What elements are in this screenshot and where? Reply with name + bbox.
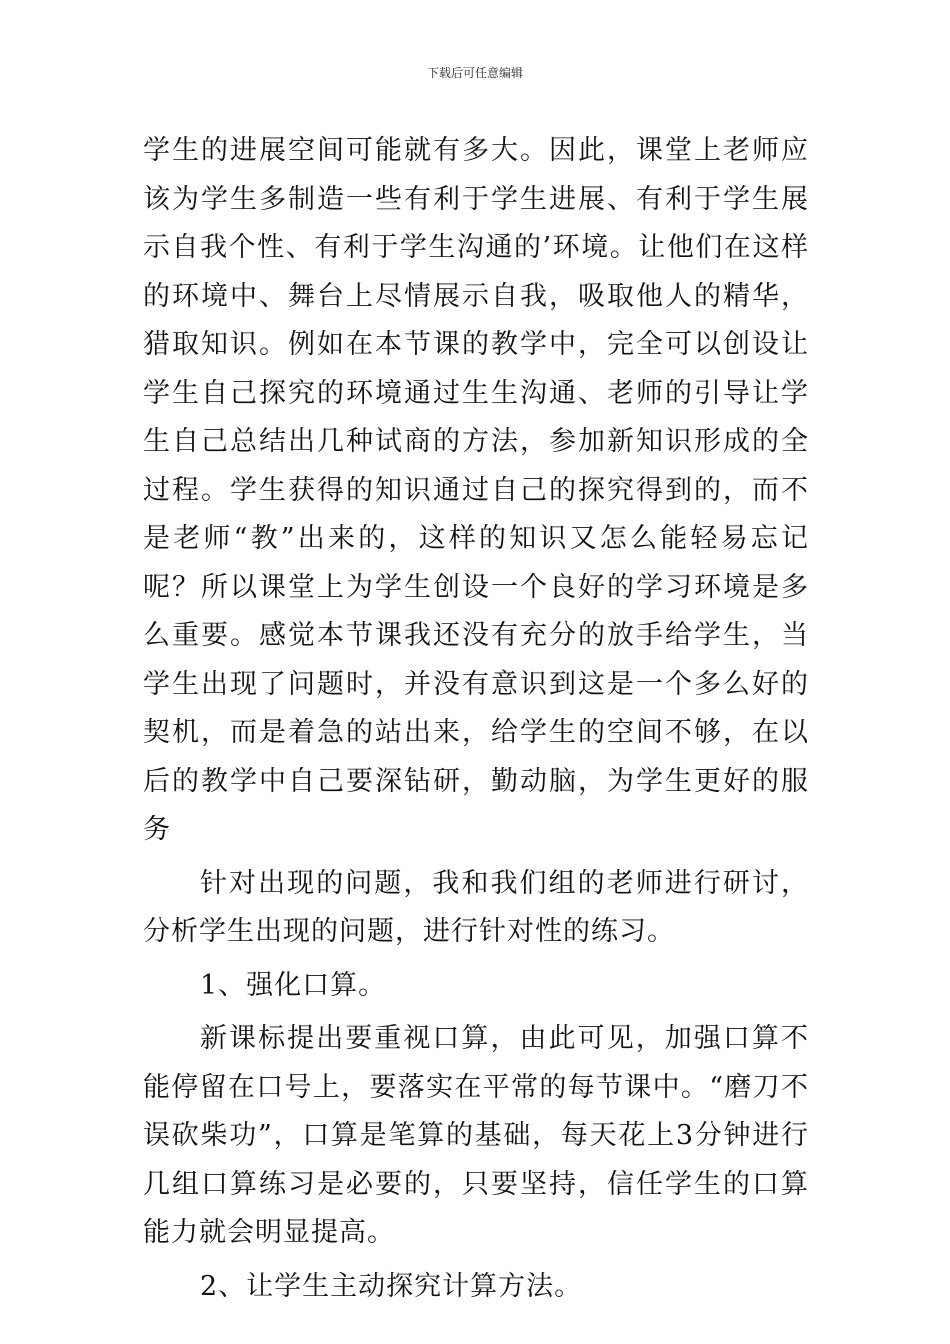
paragraph-discussion: 针对出现的问题，我和我们组的老师进行研讨，分析学生出现的问题，进行针对性的练习。 [143,867,809,947]
document-body [143,127,809,1311]
page-header: 下载后可任意编辑 [426,66,523,80]
heading-active-exploration: 2、让学生主动探究计算方法。 [200,1270,583,1302]
paragraph-continuation: 学生的进展空间可能就有多大。因此，课堂上老师应该为学生多制造一些有利于学生进展、有利于学生展示自我个性、有利于学生沟通的’环境。让他们在这样的环境中、舞台上尽情展示自我，吸取他人的精华，猎取知识。例如在本节课的教学中，完全可以创设让学生自己探究的环境通过生生沟通、老师的引导让学生自己总结出几种试商的方法，参加新知识形成的全过程。学生获得的知识通过自己的探究得到的，而不是老师“教”出来的，这样的知识又怎么能轻易忘记呢？所以课堂上为学生创设一个良好的学习环境是多么重要。感觉本节课我还没有充分的放手给学生，当学生出现了问题时，并没有意识到这是一个多么好的契机，而是着急的站出来，给学生的空间不够，在以后的教学中自己要深钻研，勤动脑，为学生更好的服务 [143,135,809,845]
heading-oral-calculation: 1、强化口算。 [200,969,387,1001]
paragraph-oral-calculation: 新课标提出要重视口算，由此可见，加强口算不能停留在口号上，要落实在平常的每节课中。“磨刀不误砍柴功”，口算是笔算的基础，每天花上3分钟进行几组口算练习是必要的，只要坚持，信任学生的口算能力就会明显提高。 [143,1023,809,1248]
